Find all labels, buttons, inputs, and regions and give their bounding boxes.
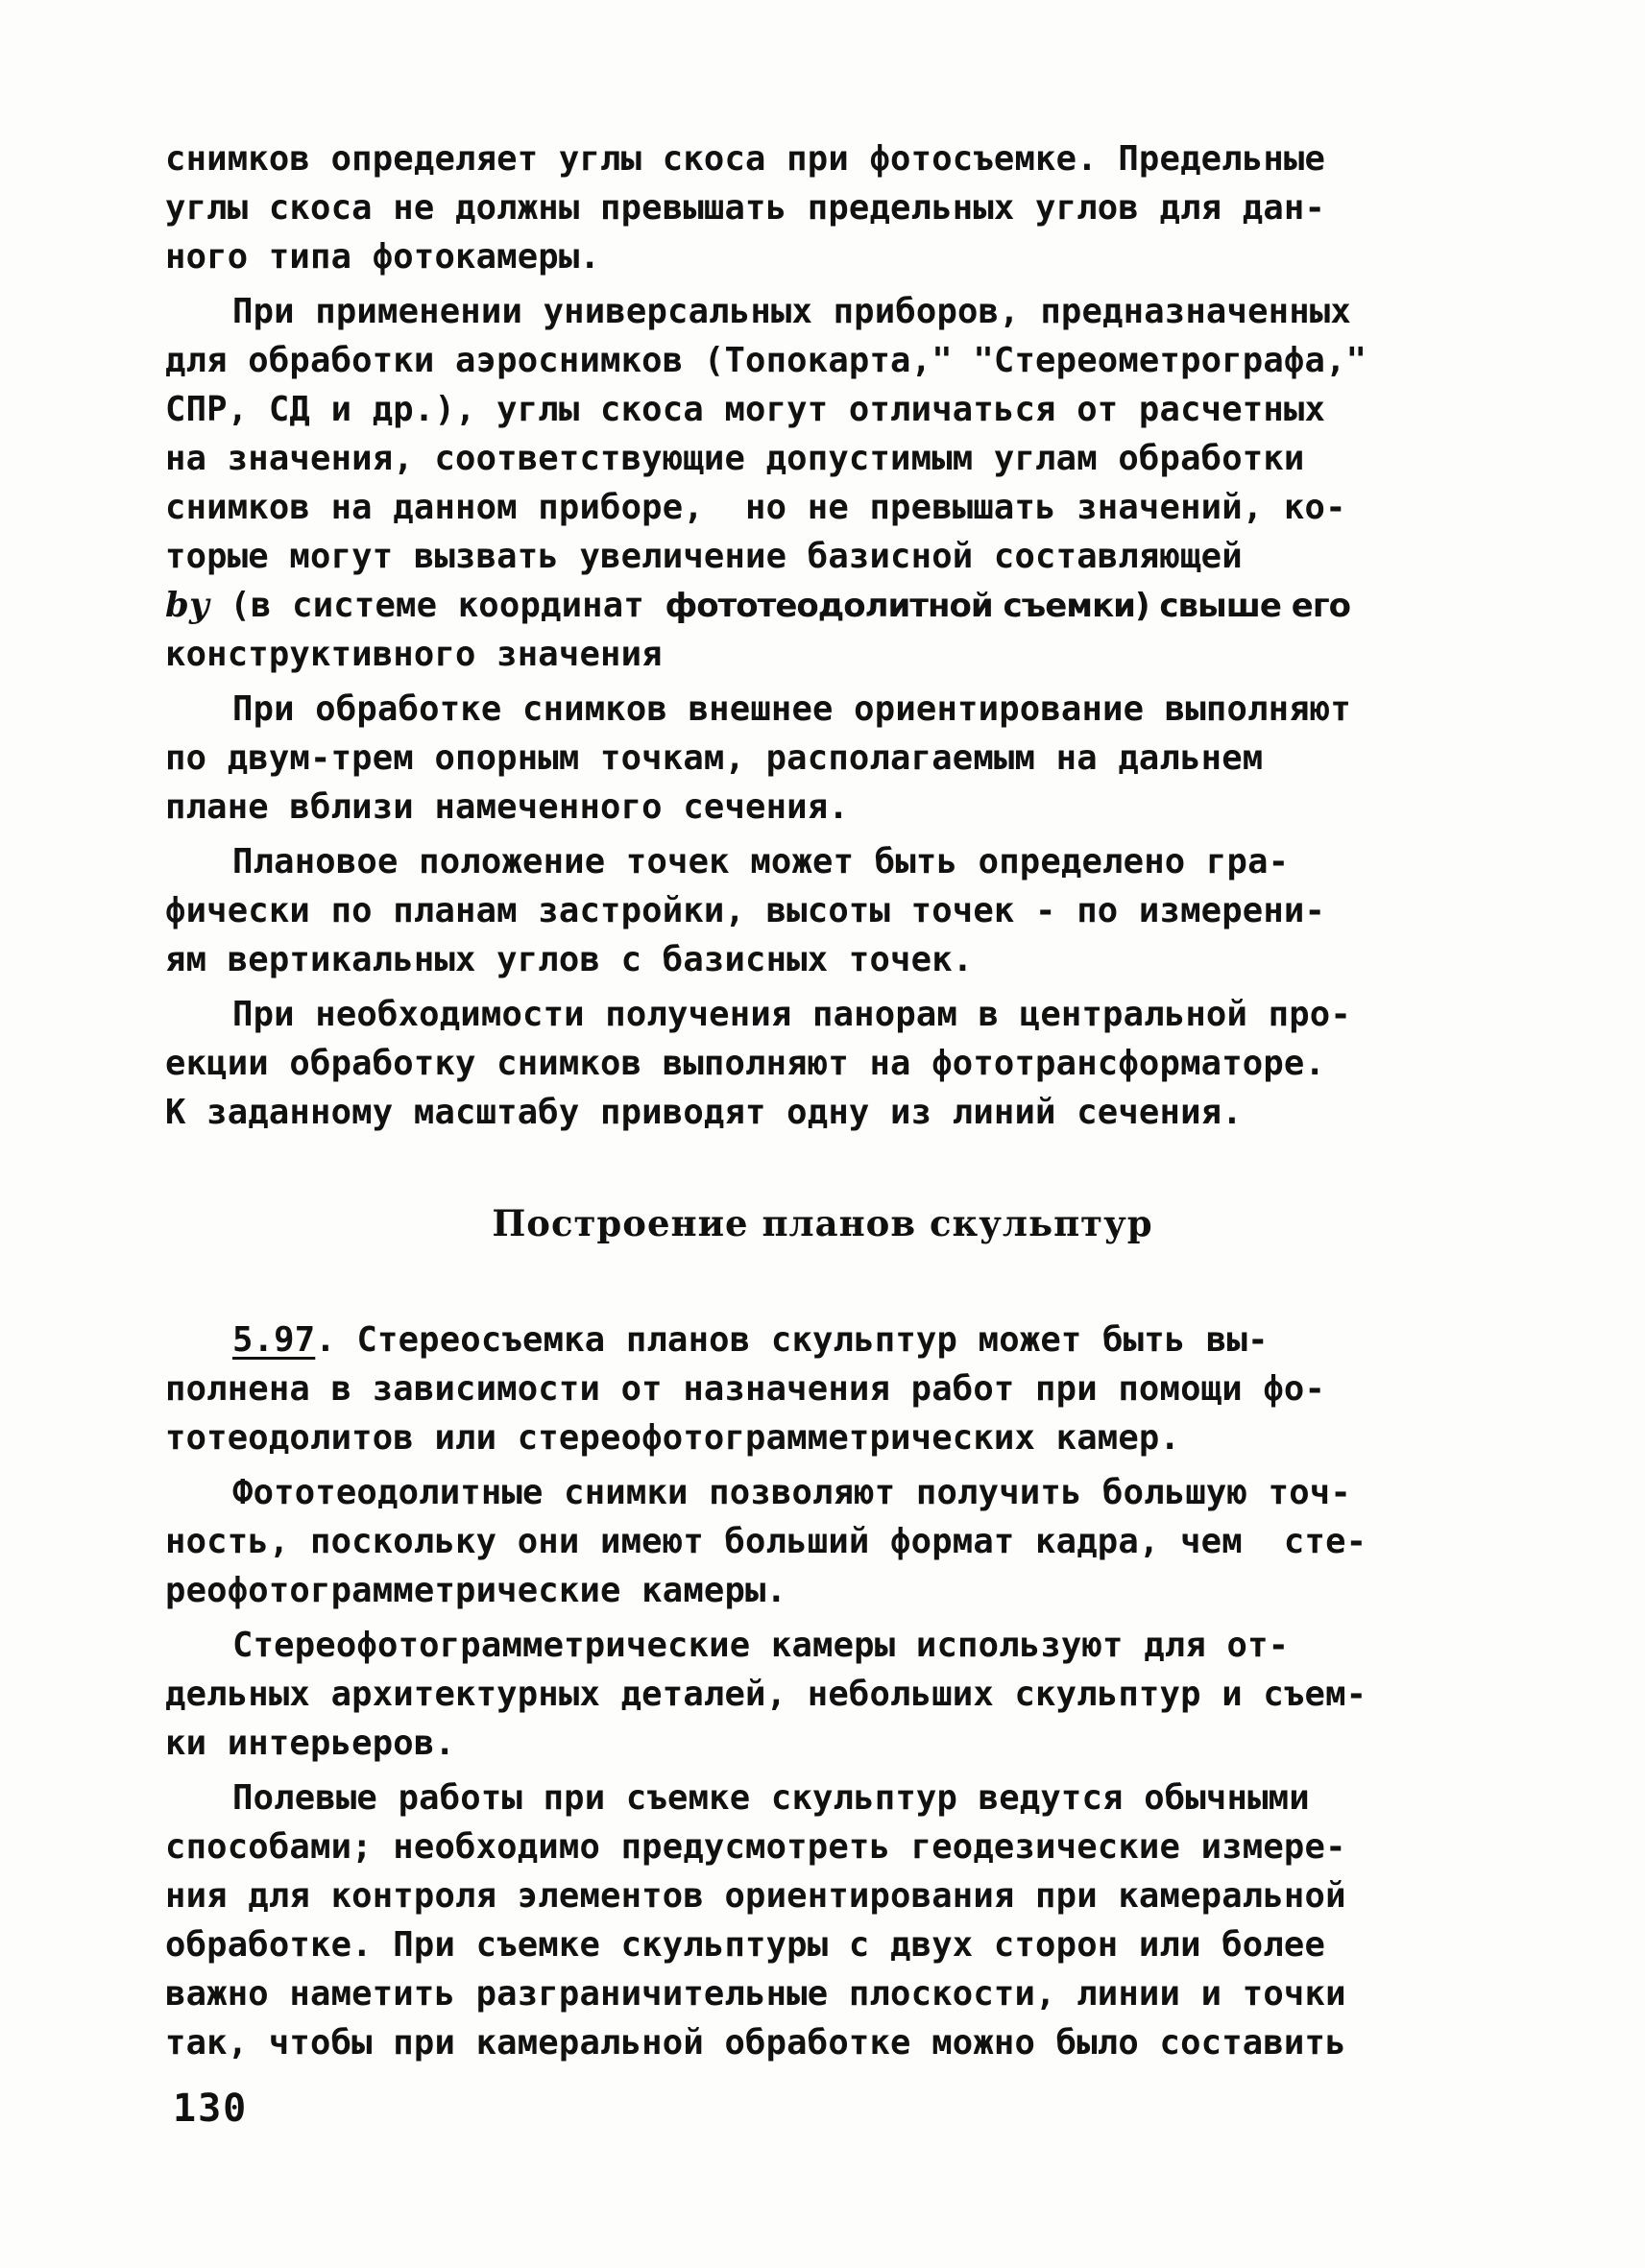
text-fragment: (в системе координат <box>208 586 665 625</box>
text-line: снимков на данном приборе, но не превышать значений, ко- <box>165 488 1346 527</box>
text-line: СПР, СД и др.), углы скоса могут отличаться от расчетных <box>165 390 1326 429</box>
text-line: полнена в зависимости от назначения работ при помощи фо- <box>165 1369 1326 1409</box>
text-line: способами; необходимо предусмотреть геодезические измере- <box>165 1827 1346 1867</box>
text-line: При применении универсальных приборов, предназначенных <box>232 292 1351 331</box>
text-line: так, чтобы при камеральной обработке можно было составить <box>165 2023 1346 2063</box>
text-line: конструктивного значения <box>165 635 663 674</box>
text-line: снимков определяет углы скоса при фотосъемке. Предельные <box>165 139 1326 179</box>
by-symbol: by <box>165 586 209 625</box>
text-line: Полевые работы при съемке скульптур ведутся обычными <box>232 1778 1310 1818</box>
text-line: по двум-трем опорным точкам, располагаемым на дальнем <box>165 738 1264 778</box>
text-line: ям вертикальных углов с базисных точек. <box>165 940 974 979</box>
lower-text-block <box>165 1315 1481 2067</box>
text-line: ния для контроля элементов ориентирования при камеральной <box>165 1876 1346 1916</box>
text-line: Стереофотограмметрические камеры используют для от- <box>232 1626 1290 1665</box>
text-line: плане вблизи намеченного сечения. <box>165 787 849 827</box>
text-line: При обработке снимков внешнее ориентирование выполняют <box>232 689 1351 729</box>
page-number: 130 <box>173 2087 249 2131</box>
text-line: ность, поскольку они имеют больший формат кадра, чем сте- <box>165 1522 1367 1561</box>
section-number: 5.97 <box>232 1320 316 1360</box>
text-line: Фототеодолитные снимки позволяют получить большую точ- <box>232 1473 1351 1512</box>
text-line: реофотограмметрические камеры. <box>165 1571 787 1610</box>
text-line: Плановое положение точек может быть определено гра- <box>232 842 1290 881</box>
text-line-with-number <box>165 1315 1481 1364</box>
text-line: на значения, соответствующие допустимым углам обработки <box>165 439 1305 478</box>
text-line: углы скоса не должны превышать предельных углов для дан- <box>165 188 1326 228</box>
text-line: дельных архитектурных деталей, небольших скульптур и съем- <box>165 1675 1367 1714</box>
text-line: для обработки аэроснимков (Топокарта," "Стереометрографа," <box>165 341 1367 380</box>
text-line: К заданному масштабу приводят одну из линий сечения. <box>165 1093 1243 1132</box>
text-line-with-symbol <box>165 581 1481 630</box>
text-line: фически по планам застройки, высоты точек - по измерени- <box>165 891 1326 930</box>
text-line: важно наметить разграничительные плоскости, линии и точки <box>165 1974 1346 2014</box>
text-line: торые могут вызвать увеличение базисной составляющей <box>165 537 1243 576</box>
bold-text-fragment: фототеодолитной съемки) свыше его <box>665 587 1350 625</box>
text-line: ного типа фотокамеры. <box>165 237 601 277</box>
text-line: При необходимости получения панорам в центральной про- <box>232 995 1351 1034</box>
text-line: тотеодолитов или стереофотограмметрических камер. <box>165 1418 1181 1458</box>
section-heading: Построение планов скульптур <box>492 1202 1153 1244</box>
text-line: екции обработку снимков выполняют на фототрансформаторе. <box>165 1044 1326 1083</box>
text-line: ки интерьеров. <box>165 1724 456 1763</box>
upper-text-block <box>165 134 1481 1137</box>
text-line: обработке. При съемке скульптуры с двух сторон или более <box>165 1925 1326 1965</box>
text-fragment: . Стереосъемка планов скульптур может быть вы- <box>315 1320 1269 1360</box>
